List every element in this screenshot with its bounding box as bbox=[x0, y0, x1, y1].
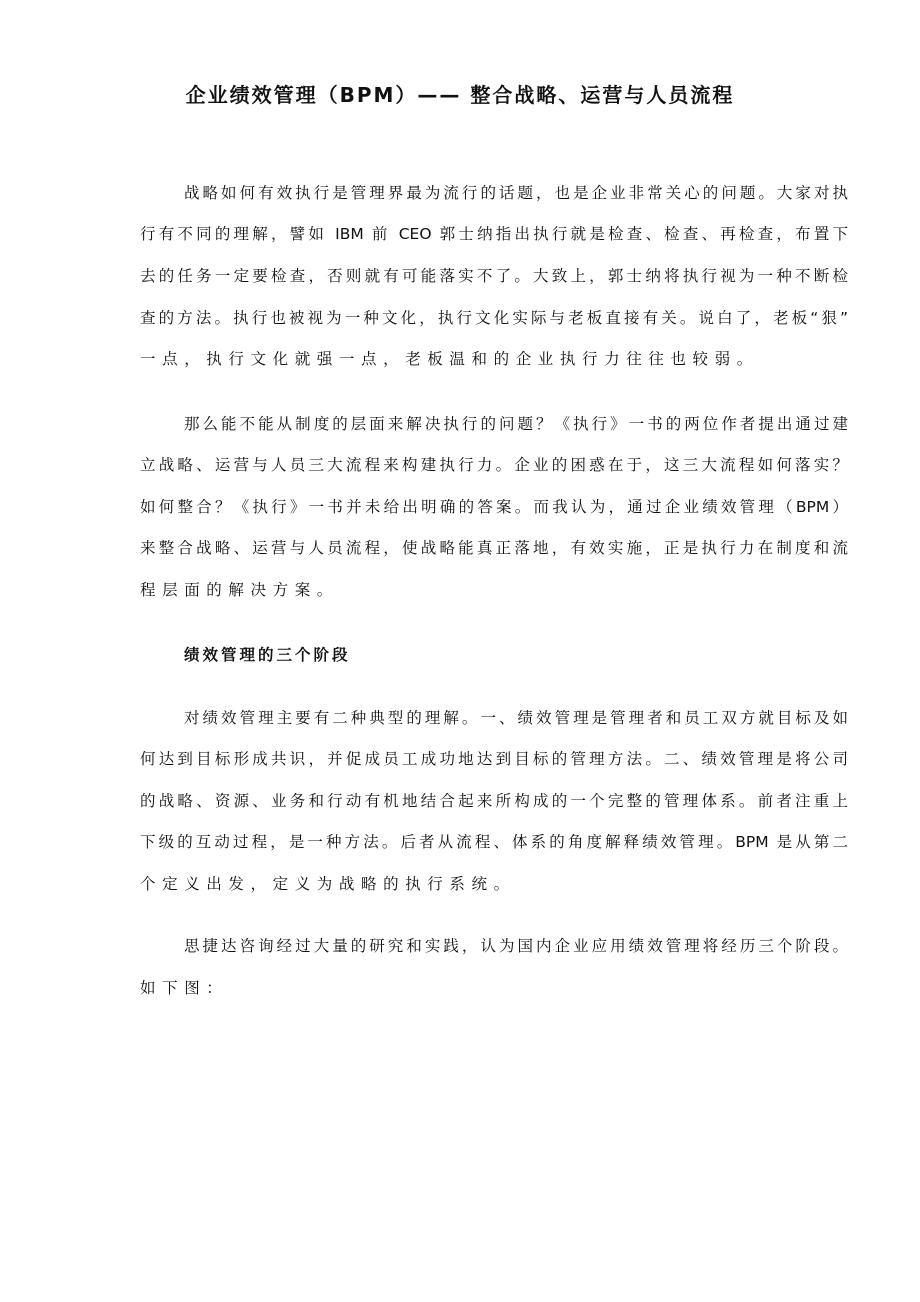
paragraph-line: 立战略、运营与人员三大流程来构建执行力。企业的困惑在于，这三大流程如何落实？ bbox=[140, 456, 848, 474]
paragraph-line: 行有不同的理解，譬如 IBM 前 CEO 郭士纳指出执行就是检查、检查、再检查，布置下 bbox=[140, 225, 848, 243]
document-title: 企业绩效管理（BPM）—— 整合战略、运营与人员流程 bbox=[185, 83, 735, 107]
paragraph-line: 如何整合？《执行》一书并未给出明确的答案。而我认为，通过企业绩效管理（BPM） bbox=[140, 498, 848, 516]
paragraph-line: 查的方法。执行也被视为一种文化，执行文化实际与老板直接有关。说白了，老板“狠” bbox=[140, 309, 848, 327]
paragraph-line: 个定义出发，定义为战略的执行系统。 bbox=[140, 875, 516, 893]
paragraph-line: 程层面的解决方案。 bbox=[140, 581, 339, 599]
paragraph-line: 思捷达咨询经过大量的研究和实践，认为国内企业应用绩效管理将经历三个阶段。 bbox=[184, 937, 848, 955]
paragraph-line: 来整合战略、运营与人员流程，使战略能真正落地，有效实施，正是执行力在制度和流 bbox=[140, 539, 848, 557]
paragraph-line: 何达到目标形成共识，并促成员工成功地达到目标的管理方法。二、绩效管理是将公司 bbox=[140, 750, 848, 768]
paragraph-line: 战略如何有效执行是管理界最为流行的话题，也是企业非常关心的问题。大家对执 bbox=[184, 184, 848, 202]
paragraph-line: 一点，执行文化就强一点，老板温和的企业执行力往往也较弱。 bbox=[140, 350, 759, 368]
paragraph-line: 的战略、资源、业务和行动有机地结合起来所构成的一个完整的管理体系。前者注重上 bbox=[140, 792, 848, 810]
paragraph-line: 对绩效管理主要有二种典型的理解。一、绩效管理是管理者和员工双方就目标及如 bbox=[184, 709, 848, 727]
paragraph-line: 那么能不能从制度的层面来解决执行的问题？《执行》一书的两位作者提出通过建 bbox=[184, 415, 848, 433]
section-heading: 绩效管理的三个阶段 bbox=[184, 646, 351, 664]
paragraph-line: 下级的互动过程，是一种方法。后者从流程、体系的角度解释绩效管理。BPM 是从第二 bbox=[140, 833, 848, 851]
paragraph-line: 如下图： bbox=[140, 979, 229, 997]
paragraph-line: 去的任务一定要检查，否则就有可能落实不了。大致上，郭士纳将执行视为一种不断检 bbox=[140, 267, 848, 285]
